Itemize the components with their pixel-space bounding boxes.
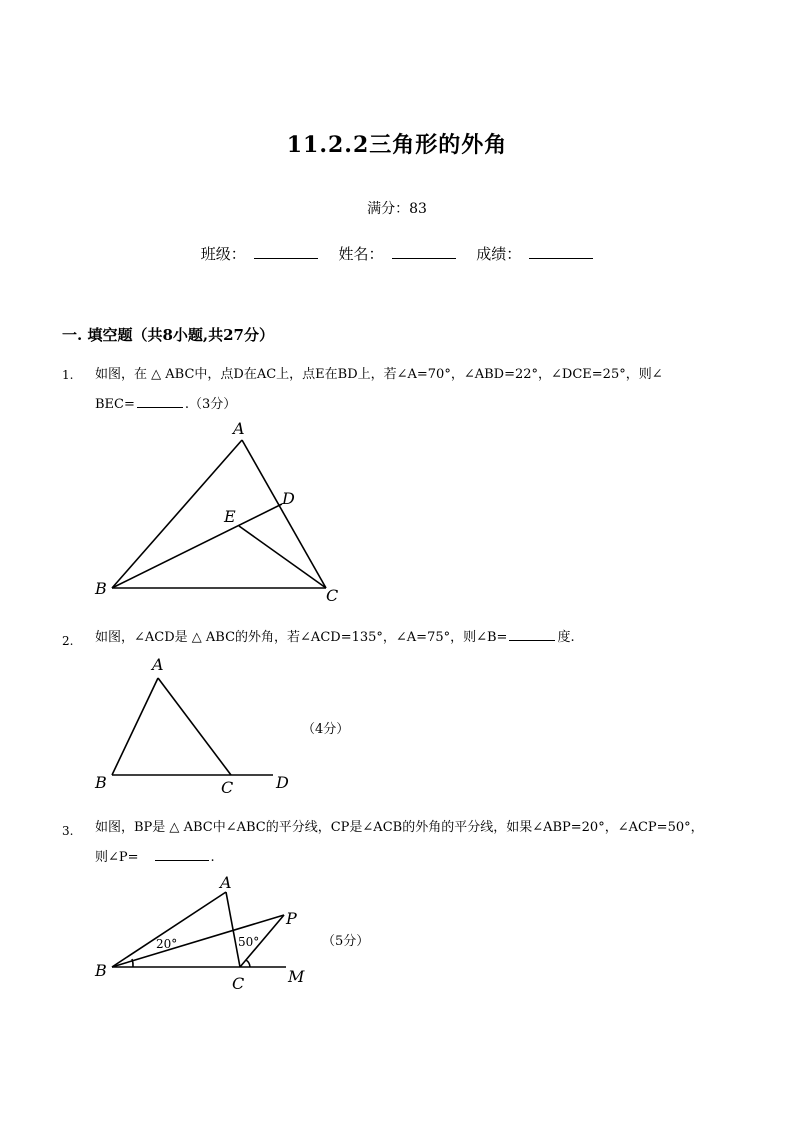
- question-1-line2: [95, 390, 735, 420]
- question-2-figure: [90, 652, 310, 800]
- segment-ec: [239, 526, 326, 588]
- segment-ac: [242, 440, 326, 588]
- student-info-row: [0, 243, 794, 264]
- class-label: 班级：: [200, 245, 246, 263]
- name-blank[interactable]: [392, 244, 456, 259]
- question-1-answer-blank[interactable]: [137, 395, 183, 408]
- grade-label: 成绩：: [476, 245, 522, 263]
- label-c: C: [221, 778, 234, 797]
- question-3-answer-blank[interactable]: [155, 848, 209, 861]
- question-1-line1: 如图，在 △ ABC中，点D在AC上，点E在BD上，若∠A=70°，∠ABD=22°，∠DCE=25°，则∠: [95, 367, 663, 382]
- question-3-period: .: [210, 850, 215, 865]
- question-1-number: 1.: [62, 368, 74, 382]
- label-p: P: [286, 909, 297, 928]
- segment-ac: [158, 678, 231, 775]
- segment-bd: [112, 504, 282, 588]
- label-d: D: [276, 773, 289, 792]
- question-2-unit: 度.: [557, 630, 575, 645]
- angle-arc-c: [246, 960, 250, 967]
- name-label: 姓名：: [338, 245, 384, 263]
- question-2-prompt: 如图，∠ACD是 △ ABC的外角，若∠ACD=135°，∠A=75°，则∠B=: [95, 630, 508, 645]
- page-title: 11.2.2三角形的外角: [286, 132, 508, 158]
- label-b: B: [95, 579, 107, 598]
- question-3-line1: 如图，BP是 △ ABC中∠ABC的平分线，CP是∠ACB的外角的平分线，如果∠ABP=20°，∠ACP=50°，: [95, 820, 704, 835]
- class-blank[interactable]: [254, 244, 318, 259]
- question-2-answer-blank[interactable]: [509, 628, 555, 641]
- class-field[interactable]: [197, 245, 322, 263]
- label-a: A: [220, 873, 232, 892]
- label-b: B: [95, 961, 107, 980]
- question-3-lhs: 则∠P=: [95, 850, 139, 865]
- label-a: A: [233, 419, 245, 438]
- question-2-number: 2.: [62, 634, 74, 648]
- label-e: E: [224, 507, 236, 526]
- question-1-lhs: BEC=: [95, 397, 135, 412]
- angle-label-abp: 20°: [156, 937, 178, 951]
- grade-field[interactable]: [472, 245, 597, 263]
- label-c: C: [232, 974, 245, 993]
- segment-ab: [112, 440, 242, 588]
- angle-label-acp: 50°: [238, 935, 260, 949]
- segment-ba: [112, 892, 226, 967]
- question-3-figure: [90, 872, 330, 997]
- angle-arc-b: [132, 959, 133, 967]
- label-a: A: [152, 655, 164, 674]
- question-2-points: （4分）: [302, 722, 350, 737]
- label-c: C: [326, 586, 339, 605]
- grade-blank[interactable]: [529, 244, 593, 259]
- question-3-line2: [95, 843, 735, 873]
- question-1-text: [95, 360, 735, 420]
- segment-ab: [112, 678, 158, 775]
- full-score: 满分：83: [367, 201, 427, 217]
- question-2-text: [95, 623, 735, 653]
- question-1-points: .（3分）: [184, 397, 237, 412]
- label-m: M: [288, 967, 305, 986]
- name-field[interactable]: [334, 245, 459, 263]
- question-1-figure: [90, 418, 360, 608]
- question-3-number: 3.: [62, 824, 74, 838]
- section-heading: 一. 填空题（共8小题,共27分）: [62, 326, 274, 344]
- question-3-points: （5分）: [322, 934, 370, 949]
- label-b: B: [95, 773, 107, 792]
- label-d: D: [282, 489, 295, 508]
- question-3-text: [95, 813, 735, 873]
